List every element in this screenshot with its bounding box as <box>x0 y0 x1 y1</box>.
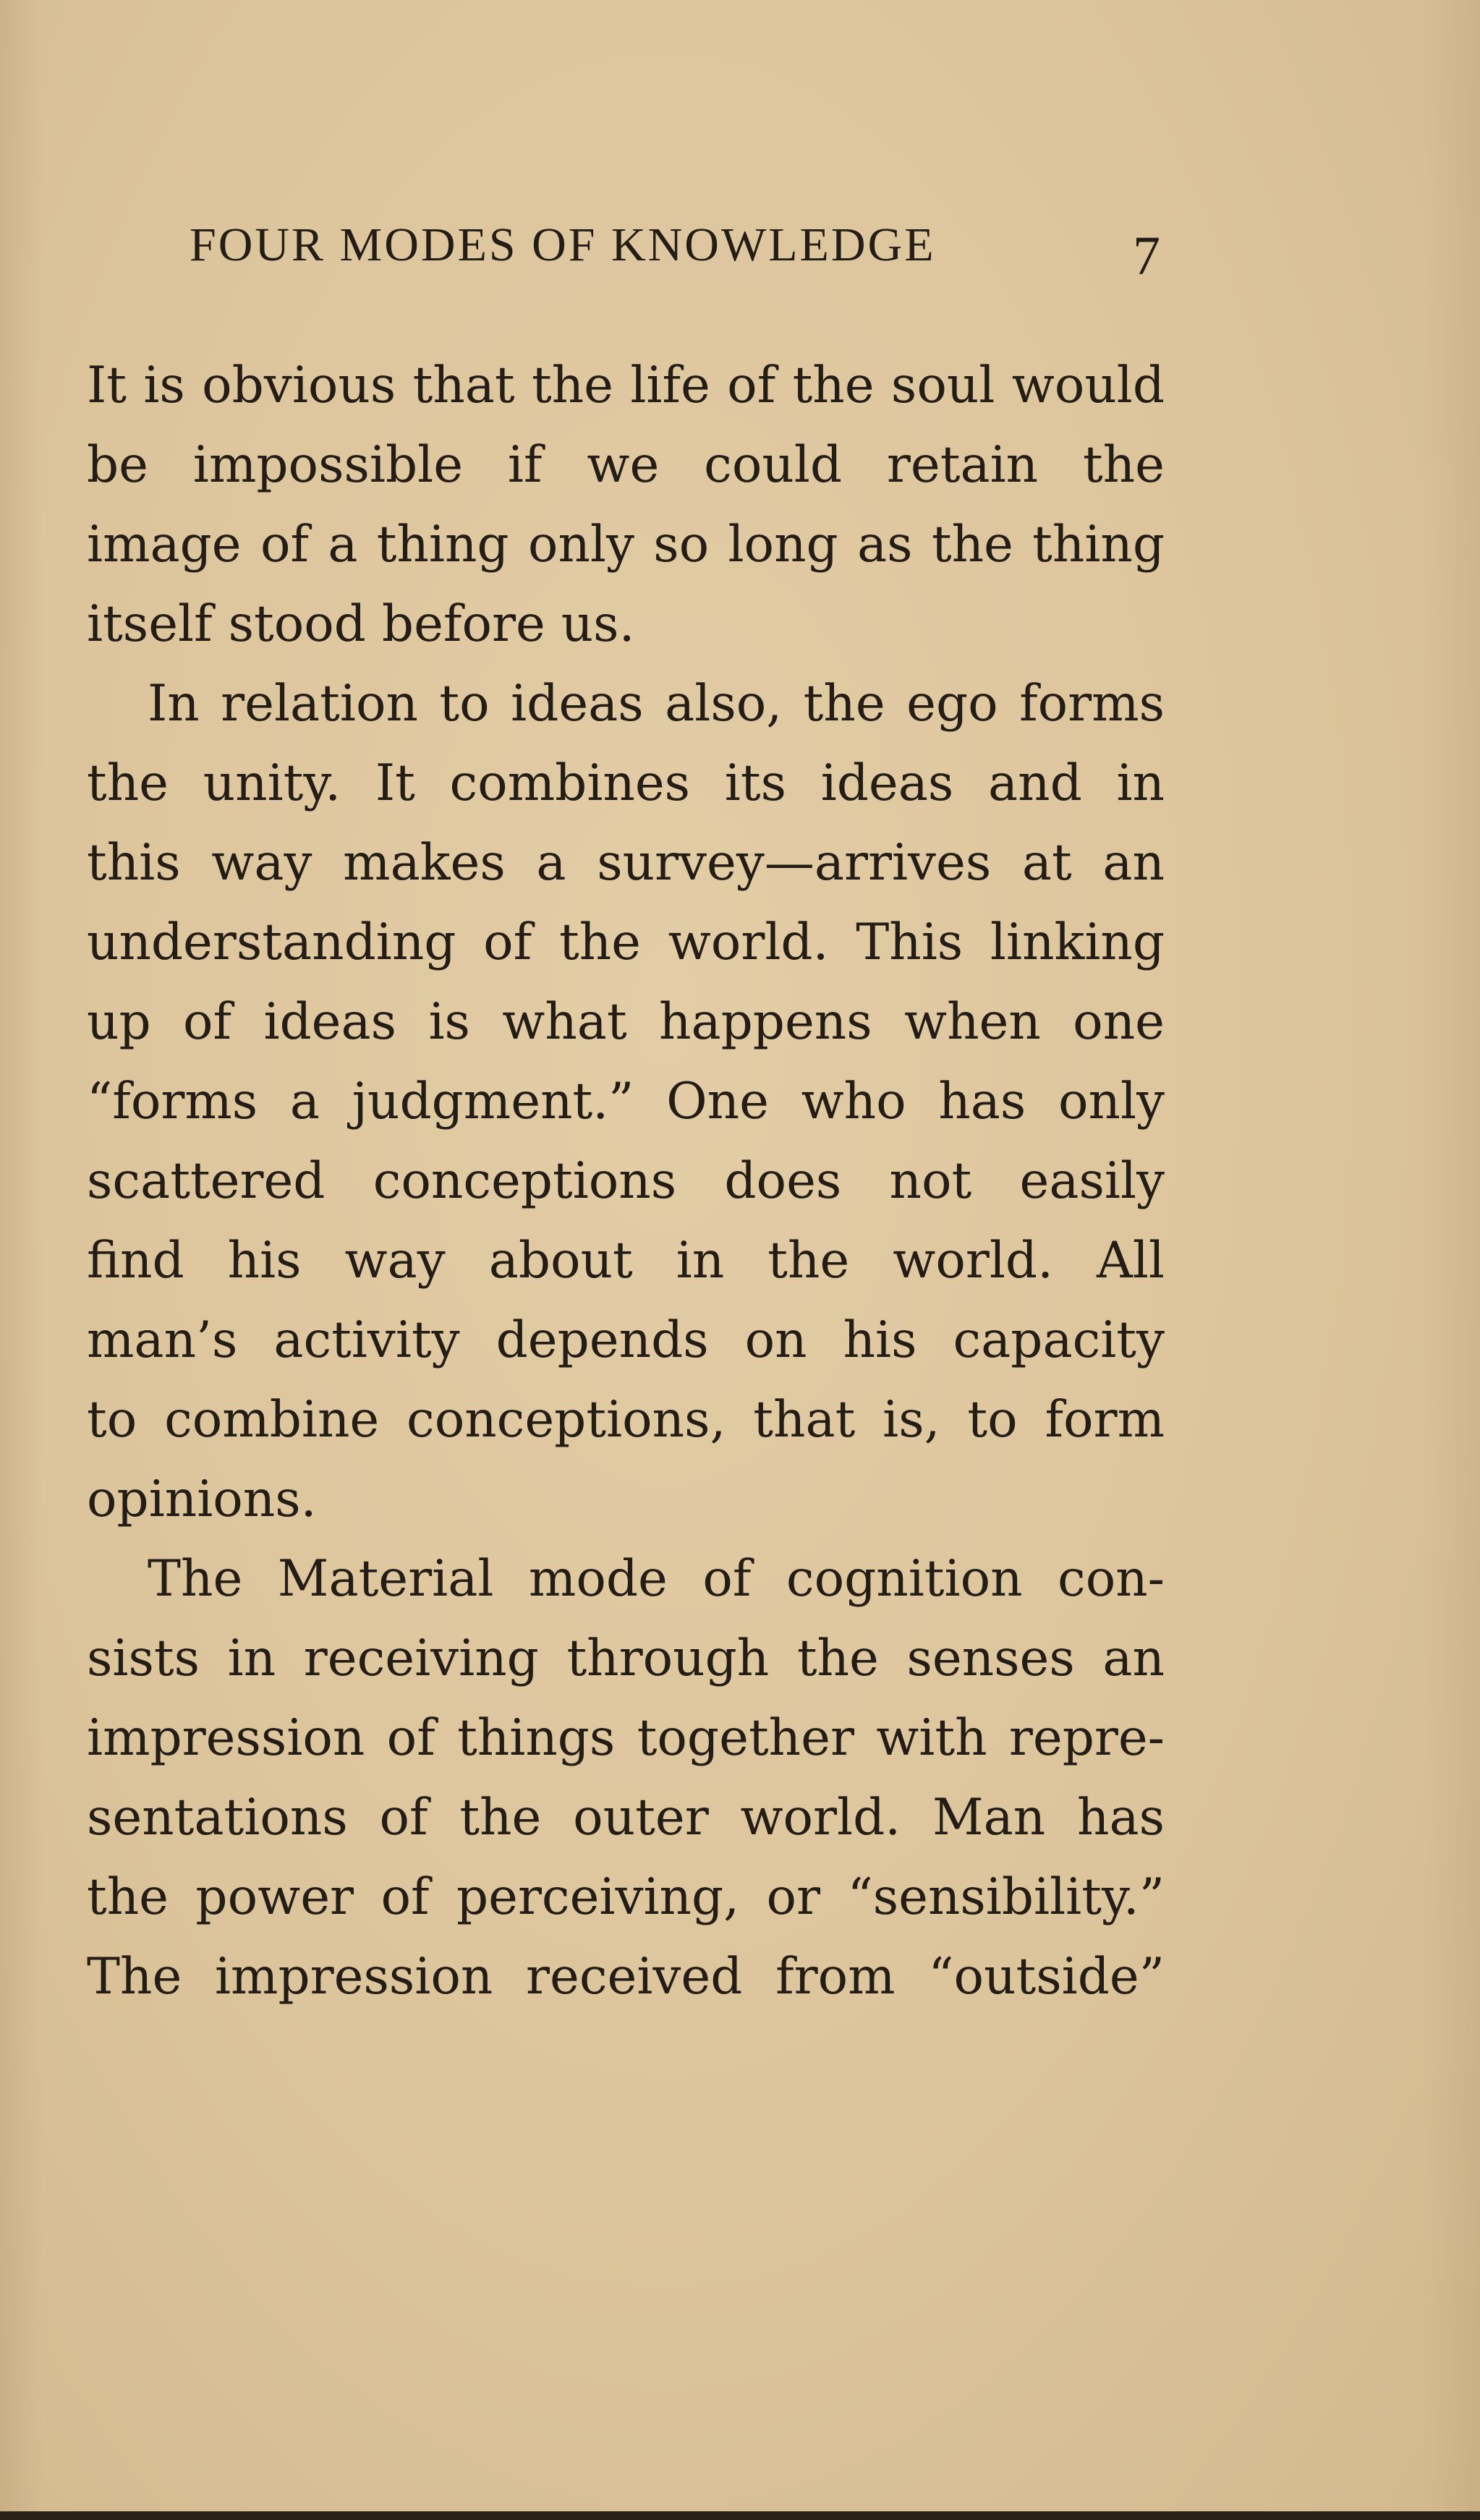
body-text <box>87 346 1165 2017</box>
page-right-shadow <box>1422 0 1480 2520</box>
running-head-title: FOUR MODES OF KNOWLEDGE <box>190 218 936 271</box>
text-line: The impression received from “outside” <box>87 1948 1165 2006</box>
text-line: this way makes a survey—arrives at an <box>87 834 1165 892</box>
text-line: sists in receiving through the senses an <box>87 1630 1165 1687</box>
text-line: scattered conceptions does not easily <box>87 1152 1165 1210</box>
text-line: the power of perceiving, or “sensibility.” <box>87 1868 1165 1926</box>
page-number: 7 <box>1133 226 1160 286</box>
text-line: be impossible if we could retain the <box>87 436 1165 494</box>
text-line: sentations of the outer world. Man has <box>87 1789 1165 1847</box>
page-left-shadow <box>0 0 43 2520</box>
text-line: understanding of the world. This linking <box>87 914 1165 971</box>
text-line: man’s activity depends on his capacity <box>87 1311 1165 1369</box>
text-line: In relation to ideas also, the ego forms <box>148 675 1165 733</box>
text-line: image of a thing only so long as the thing <box>87 516 1165 574</box>
text-line: “forms a judgment.” One who has only <box>87 1073 1165 1131</box>
text-line: the unity. It combines its ideas and in <box>87 754 1165 812</box>
text-line: itself stood before us. <box>87 595 635 653</box>
text-line: impression of things together with repre- <box>87 1709 1165 1767</box>
text-line: up of ideas is what happens when one <box>87 993 1165 1051</box>
text-line: The Material mode of cognition con- <box>148 1550 1165 1608</box>
bottom-scan-edge <box>0 2511 1480 2520</box>
text-line: It is obvious that the life of the soul would <box>87 357 1165 414</box>
text-line: opinions. <box>87 1470 317 1528</box>
text-line: find his way about in the world. All <box>87 1232 1165 1290</box>
text-line: to combine conceptions, that is, to form <box>87 1391 1165 1449</box>
